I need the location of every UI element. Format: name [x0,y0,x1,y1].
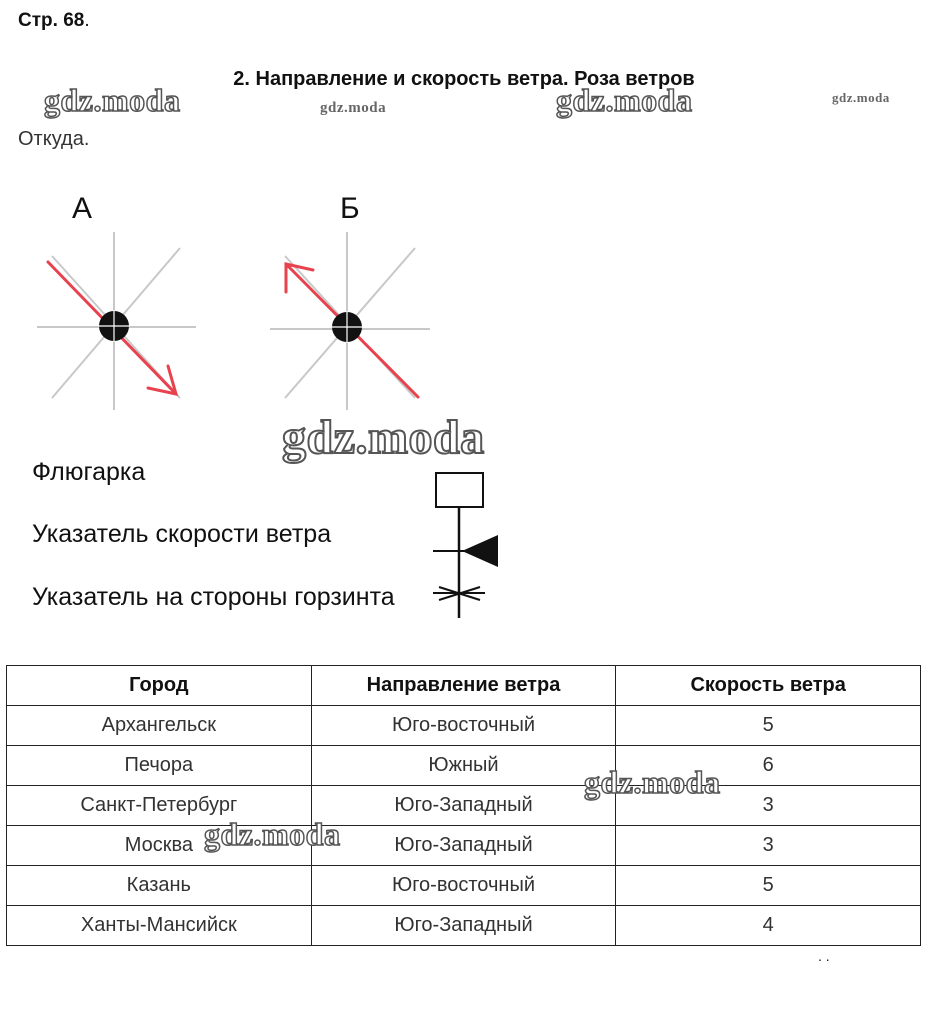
cell-direction: Юго-Западный [311,826,616,866]
legend-speed-indicator: Указатель скорости ветра [32,520,332,548]
watermark: gdz.moda [320,100,387,116]
table-header-row [7,666,921,706]
legend-vane: Флюгарка [32,458,146,486]
table-row [7,866,921,906]
cell-direction: Юго-восточный [311,866,616,906]
watermark: gdz.moda [832,90,890,105]
header-speed: Скорость ветра [616,666,921,706]
cell-direction: Юго-Западный [311,786,616,826]
speed-flag-icon [462,535,498,567]
cell-city: Казань [7,866,312,906]
watermark: gdz.moda [282,411,485,464]
table-row [7,786,921,826]
cell-direction: Юго-Западный [311,906,616,946]
cell-speed: 5 [616,706,921,746]
table-row [7,826,921,866]
page-number-text: Стр. 68 [18,10,85,31]
cell-city: Архангельск [7,706,312,746]
cell-speed: 6 [616,746,921,786]
watermark: gdz.moda [44,82,181,118]
header-city: Город [7,666,312,706]
legend-directions-indicator: Указатель на стороны горзинта [32,583,395,611]
page-number-dot: . [84,10,90,31]
task-title-text: 2. Направление и скорость ветра. Роза ветров [233,68,695,90]
cell-city: Ханты-Мансийск [7,906,312,946]
trailing-marks: . . [818,948,830,964]
cell-direction: Южный [311,746,616,786]
cell-speed: 3 [616,786,921,826]
diagram-b-label: Б [340,192,360,225]
cell-direction: Юго-восточный [311,706,616,746]
watermark: gdz.moda [556,82,693,118]
table-row [7,746,921,786]
cell-city: Санкт-Петербург [7,786,312,826]
watermark: gdz.moda [584,764,721,800]
wind-table [6,665,921,946]
cell-speed: 5 [616,866,921,906]
watermark: gdz.moda [204,816,341,852]
cell-speed: 4 [616,906,921,946]
diagram-a-label: А [72,192,93,225]
table-row [7,706,921,746]
table-row [7,906,921,946]
vane-flag [436,473,483,507]
cell-city: Москва [7,826,312,866]
header-direction: Направление ветра [311,666,616,706]
cell-speed: 3 [616,826,921,866]
from-label: Откуда. [18,128,90,150]
cell-city: Печора [7,746,312,786]
